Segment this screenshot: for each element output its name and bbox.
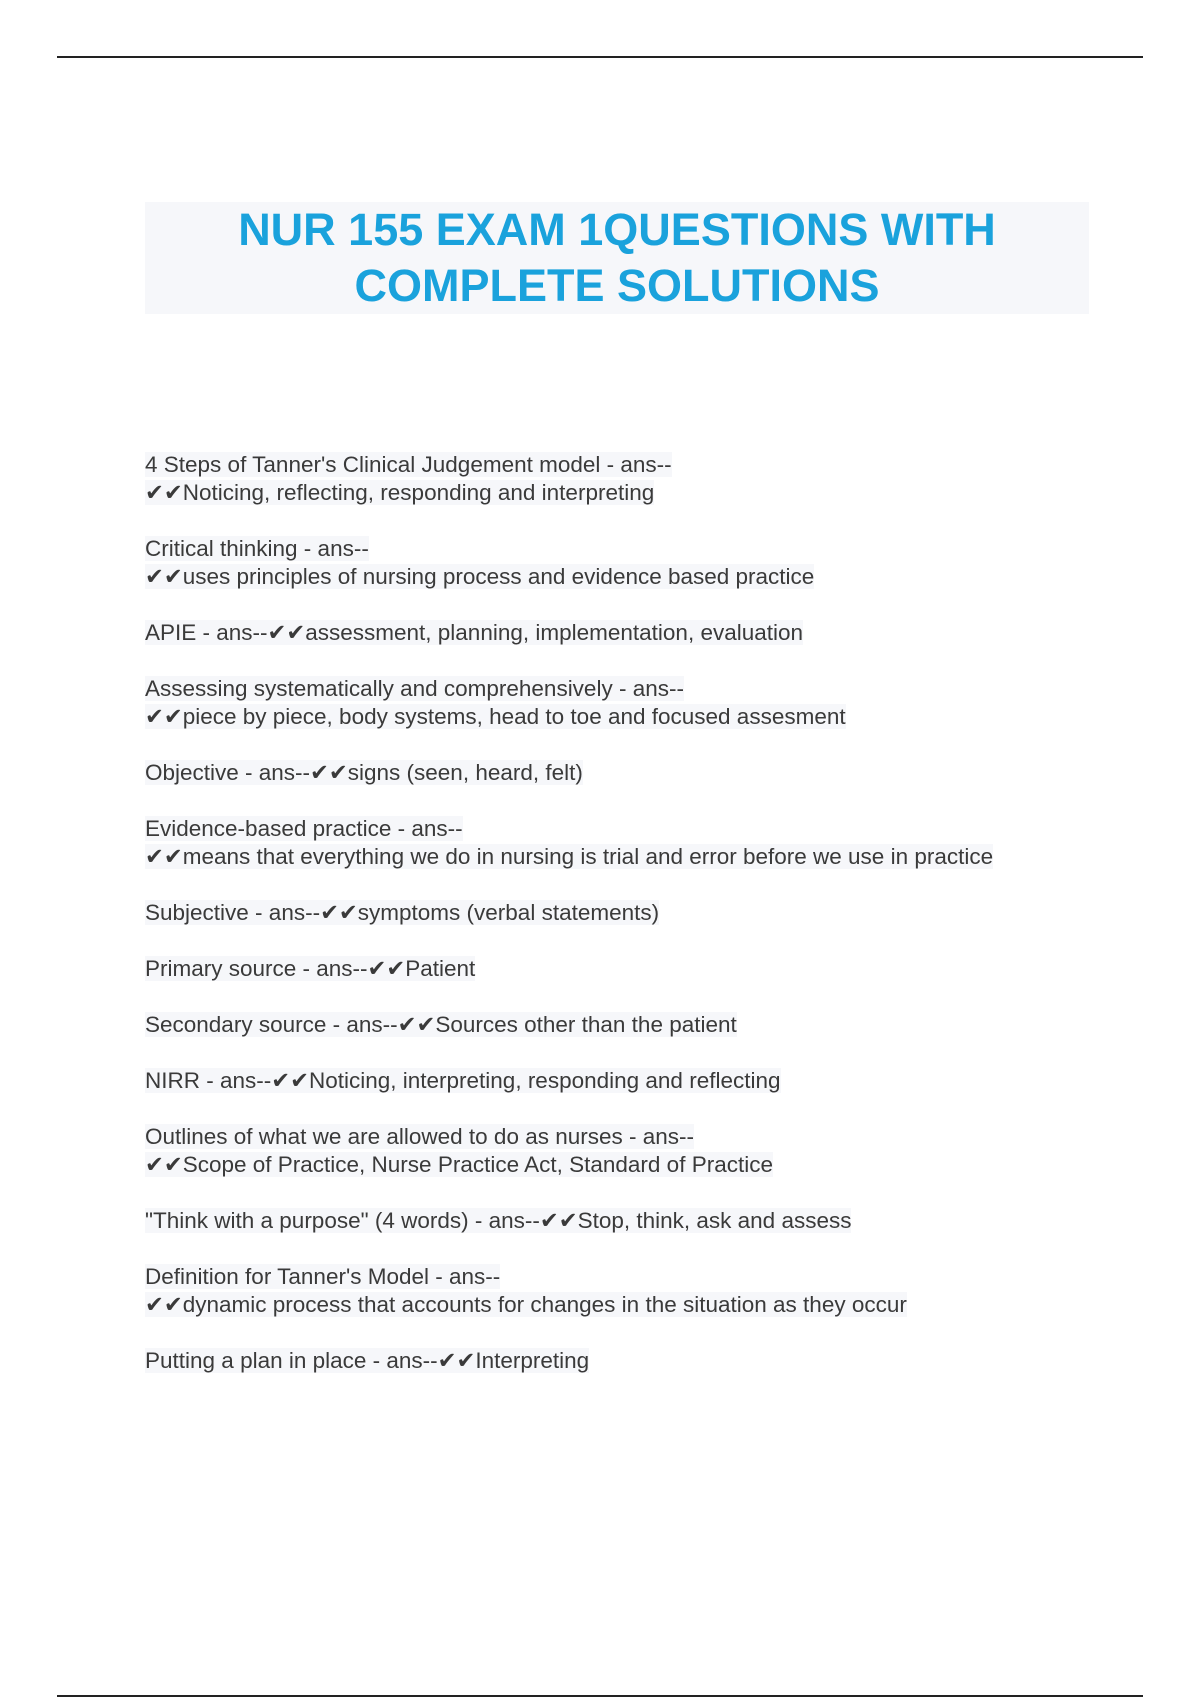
qa-item bbox=[145, 675, 1105, 731]
qa-entry: NIRR - ans--✔✔Noticing, interpreting, responding and reflecting bbox=[145, 1068, 781, 1093]
qa-item bbox=[145, 1123, 1105, 1179]
qa-item bbox=[145, 899, 1105, 927]
document-title-line-1: NUR 155 EXAM 1QUESTIONS WITH bbox=[238, 204, 996, 255]
qa-item bbox=[145, 759, 1105, 787]
qa-item bbox=[145, 1347, 1105, 1375]
qa-question: Definition for Tanner's Model - ans-- bbox=[145, 1264, 501, 1289]
qa-entry: Primary source - ans--✔✔Patient bbox=[145, 956, 476, 981]
qa-entry: Subjective - ans--✔✔symptoms (verbal statements) bbox=[145, 900, 660, 925]
qa-item bbox=[145, 1207, 1105, 1235]
qa-item bbox=[145, 955, 1105, 983]
qa-question: Outlines of what we are allowed to do as nurses - ans-- bbox=[145, 1124, 695, 1149]
qa-entry: APIE - ans--✔✔assessment, planning, implementation, evaluation bbox=[145, 620, 804, 645]
qa-item bbox=[145, 815, 1105, 871]
qa-item bbox=[145, 1011, 1105, 1039]
bottom-rule bbox=[57, 1695, 1143, 1697]
qa-list bbox=[145, 451, 1105, 1403]
qa-question: 4 Steps of Tanner's Clinical Judgement model - ans-- bbox=[145, 452, 672, 477]
top-rule bbox=[57, 56, 1143, 58]
qa-item bbox=[145, 1263, 1105, 1319]
qa-entry: Putting a plan in place - ans--✔✔Interpreting bbox=[145, 1348, 590, 1373]
document-title-line-2: COMPLETE SOLUTIONS bbox=[354, 260, 880, 311]
qa-answer: ✔✔means that everything we do in nursing is trial and error before we use in practice bbox=[145, 844, 994, 869]
qa-answer: ✔✔dynamic process that accounts for changes in the situation as they occur bbox=[145, 1292, 907, 1317]
qa-item bbox=[145, 535, 1105, 591]
title-banner bbox=[145, 202, 1089, 314]
qa-answer: ✔✔Scope of Practice, Nurse Practice Act, Standard of Practice bbox=[145, 1152, 773, 1177]
qa-entry: "Think with a purpose" (4 words) - ans--✔✔Stop, think, ask and assess bbox=[145, 1208, 852, 1233]
qa-entry: Secondary source - ans--✔✔Sources other than the patient bbox=[145, 1012, 737, 1037]
qa-question: Critical thinking - ans-- bbox=[145, 536, 369, 561]
qa-item bbox=[145, 451, 1105, 507]
qa-item bbox=[145, 1067, 1105, 1095]
qa-answer: ✔✔Noticing, reflecting, responding and interpreting bbox=[145, 480, 655, 505]
qa-question: Assessing systematically and comprehensively - ans-- bbox=[145, 676, 684, 701]
qa-answer: ✔✔piece by piece, body systems, head to toe and focused assesment bbox=[145, 704, 846, 729]
qa-question: Evidence-based practice - ans-- bbox=[145, 816, 463, 841]
qa-answer: ✔✔uses principles of nursing process and evidence based practice bbox=[145, 564, 815, 589]
qa-entry: Objective - ans--✔✔signs (seen, heard, felt) bbox=[145, 760, 583, 785]
qa-item bbox=[145, 619, 1105, 647]
